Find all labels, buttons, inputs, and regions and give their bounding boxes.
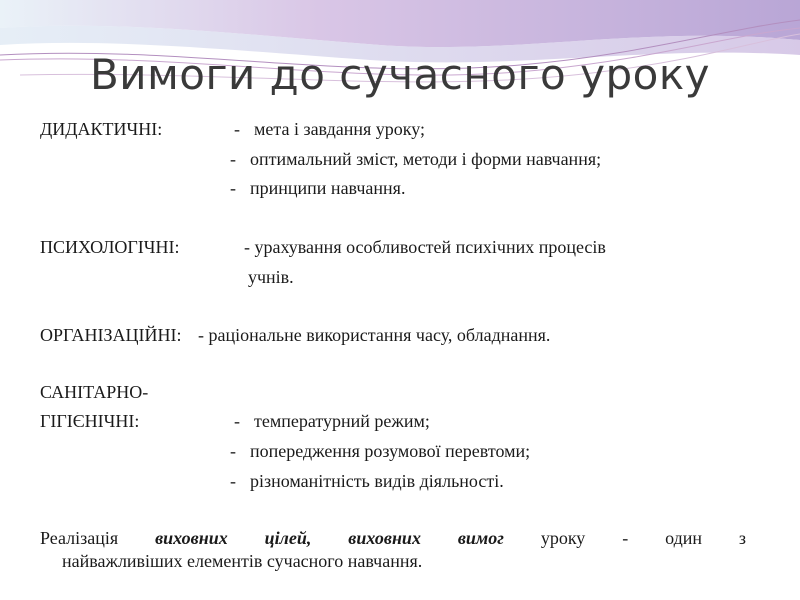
didactic-item <box>234 118 425 140</box>
dash-marker: - <box>230 471 236 491</box>
org-label: ОРГАНІЗАЦІЙНІ: <box>40 325 182 345</box>
sanitary-item <box>234 410 430 432</box>
sanitary-item-text: попередження розумової перевтоми; <box>250 441 531 461</box>
psych-text-line2: учнів. <box>248 267 294 287</box>
sanitary-item <box>230 470 504 492</box>
sanitary-item <box>230 440 530 462</box>
didactic-item <box>230 177 405 199</box>
didactic-label: ДИДАКТИЧНІ: <box>40 119 163 139</box>
conclusion-text: Реалізація <box>40 528 119 548</box>
conclusion-emphasis: виховних цілей, <box>155 528 312 548</box>
sanitary-label-line1: САНІТАРНО- <box>40 382 149 402</box>
psych-text-line1: - урахування особливостей психічних процесів <box>244 237 606 257</box>
org-text: - раціональне використання часу, обладнання. <box>198 325 551 345</box>
dash-marker: - <box>230 149 236 169</box>
dash-marker: - <box>230 178 236 198</box>
didactic-item-text: оптимальний зміст, методи і форми навчання; <box>250 149 602 169</box>
sanitary-item-text: температурний режим; <box>254 411 430 431</box>
didactic-item-text: мета і завдання уроку; <box>254 119 426 139</box>
psych-label: ПСИХОЛОГІЧНІ: <box>40 237 180 257</box>
dash-marker: - <box>234 119 240 139</box>
conclusion-line2: найважливіших елементів сучасного навчання. <box>62 551 423 571</box>
conclusion-line1 <box>40 527 746 550</box>
didactic-item <box>230 148 601 170</box>
conclusion-text: уроку - один з <box>540 528 747 548</box>
dash-marker: - <box>234 411 240 431</box>
page-title: Вимоги до сучасного уроку <box>89 50 711 99</box>
didactic-item-text: принципи навчання. <box>250 178 406 198</box>
sanitary-label-line2: ГІГІЄНІЧНІ: <box>40 411 140 431</box>
sanitary-item-text: різноманітність видів діяльності. <box>250 471 504 491</box>
dash-marker: - <box>230 441 236 461</box>
conclusion-emphasis: виховних вимог <box>348 528 504 548</box>
